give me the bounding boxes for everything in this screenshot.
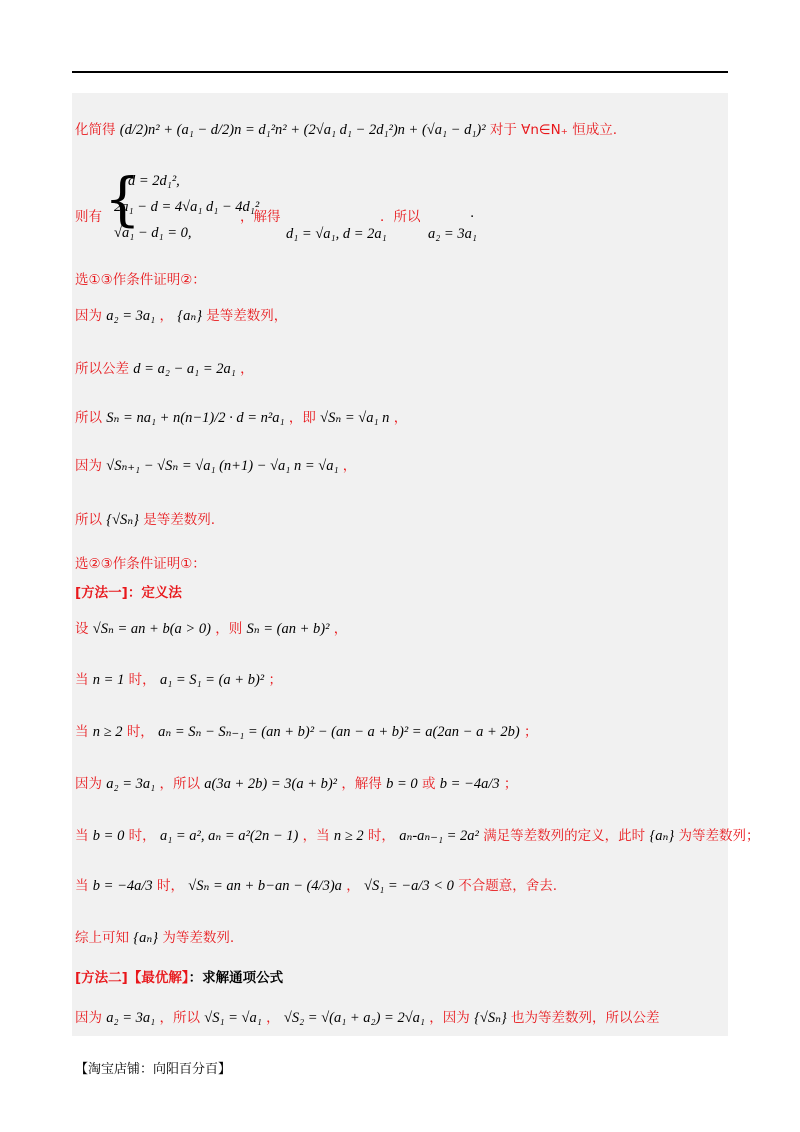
eq: {aₙ} — [177, 308, 202, 324]
text-period: . — [470, 205, 475, 221]
text: ，则 — [215, 621, 243, 637]
eq: a₂ = 3a₁ — [106, 308, 156, 324]
text: ，因为 — [429, 1010, 470, 1026]
eq: a(3a + 2b) = 3(a + b)² — [204, 776, 338, 792]
text: 为等差数列； — [678, 828, 760, 844]
text-therefore: ．所以 — [380, 209, 421, 225]
line-simplify — [75, 118, 617, 139]
line-sn — [75, 406, 407, 427]
text: 满足等差数列的定义，此时 — [483, 828, 646, 844]
eq-a2: a₂ = 3a₁ — [428, 226, 477, 242]
eq: Sₙ = na₁ + n(n−1)/2 · d = n²a₁ — [106, 410, 285, 426]
text: ； — [503, 776, 518, 792]
line-n-eq-1 — [75, 668, 282, 689]
text: 所以 — [75, 410, 102, 426]
text: ， — [393, 410, 408, 426]
text: 因为 — [75, 308, 102, 324]
text: ， — [240, 361, 254, 377]
text: 时， — [367, 828, 395, 844]
eq: d = a₂ − a₁ = 2a₁ — [133, 361, 236, 377]
heading-choose-23: 选②③作条件证明①： — [75, 556, 206, 572]
method-2-label: [方法二]【最优解】 — [75, 970, 189, 986]
text: ，解得 — [341, 776, 382, 792]
line-because-1 — [75, 304, 287, 325]
text: 当 — [75, 828, 89, 844]
text: 设 — [75, 621, 89, 637]
line-b-neg — [75, 874, 557, 895]
text: ， — [342, 458, 357, 474]
text: 时， — [126, 724, 154, 740]
eq: {√Sₙ} — [106, 512, 139, 528]
text: 因为 — [75, 776, 102, 792]
eq: a₂ = 3a₁ — [106, 1010, 156, 1026]
text: 综上可知 — [75, 930, 129, 946]
eq: n ≥ 2 — [92, 724, 123, 740]
text: ， — [346, 878, 360, 894]
line-difference — [75, 454, 356, 475]
eq: Sₙ = (an + b)² — [246, 621, 330, 637]
text: 是等差数列. — [143, 512, 216, 528]
text: 不合题意，舍去. — [458, 878, 557, 894]
eq: √Sₙ = an + b(a > 0) — [92, 621, 211, 637]
eq: √S₁ = √a₁ — [204, 1010, 262, 1026]
text: ， — [159, 308, 173, 324]
header-rule — [72, 71, 728, 73]
text: 因为 — [75, 458, 102, 474]
line-method-2-start — [75, 1006, 660, 1027]
heading-choose-13: 选①③作条件证明②： — [75, 272, 206, 288]
text: ； — [268, 672, 282, 688]
text: 时， — [128, 672, 156, 688]
text: ，所以 — [159, 1010, 200, 1026]
eq: n ≥ 2 — [333, 828, 364, 844]
line-common-diff — [75, 357, 254, 378]
footer-shop: 【淘宝店铺：向阳百分百】 — [75, 1062, 232, 1077]
text: ，当 — [302, 828, 330, 844]
eq-solution: d₁ = √a₁, d = 2a₁ — [286, 226, 387, 242]
eq: √Sₙ = an + b−an − (4/3)a — [188, 878, 342, 894]
line-assume — [75, 617, 347, 638]
text: 时， — [156, 878, 184, 894]
eq-simplify: (d/2)n² + (a₁ − d/2)n = d₁²n² + (2√a₁ d₁ − 2d₁²)n + (√a₁ − d₁)² — [119, 122, 486, 138]
system-eq-3: √a₁ − d₁ = 0, — [114, 225, 192, 241]
heading-method-1: [方法一]：定义法 — [75, 585, 182, 601]
eq: {aₙ} — [649, 828, 675, 844]
text: 是等差数列， — [206, 308, 288, 324]
eq: b = 0 — [386, 776, 418, 792]
text: ； — [524, 724, 538, 740]
text: ，所以 — [159, 776, 200, 792]
text: 时， — [128, 828, 156, 844]
method-2-title: ：求解通项公式 — [188, 970, 284, 986]
eq: √Sₙ = √a₁ n — [320, 410, 390, 426]
line-n-ge-2 — [75, 720, 538, 741]
eq: a₁ = S₁ = (a + b)² — [159, 672, 265, 688]
text-then-have: 则有 — [75, 209, 102, 225]
eq: a₂ = 3a₁ — [106, 776, 156, 792]
system-eq-2: 2a₁ − d = 4√a₁ d₁ − 4d₁² — [114, 199, 260, 215]
heading-method-2 — [75, 966, 283, 986]
eq: n = 1 — [92, 672, 125, 688]
eq: b = −4a/3 — [92, 878, 153, 894]
eq: b = 0 — [92, 828, 125, 844]
line-summary — [75, 926, 234, 947]
text: 当 — [75, 672, 89, 688]
text: 因为 — [75, 1010, 102, 1026]
system-eq-1: d = 2d₁², — [128, 173, 180, 189]
eq: {aₙ} — [133, 930, 159, 946]
eq: {√Sₙ} — [474, 1010, 507, 1026]
text: 当 — [75, 724, 89, 740]
text-forall: 对于 ∀n∈N₊ 恒成立. — [489, 122, 617, 138]
eq: b = −4a/3 — [439, 776, 500, 792]
text: 为等差数列. — [162, 930, 235, 946]
text: 所以公差 — [75, 361, 129, 377]
text: 所以 — [75, 512, 102, 528]
brace-symbol: { — [104, 165, 141, 233]
text: ， — [333, 621, 348, 637]
line-solve-b — [75, 772, 517, 793]
eq: a₁ = a², aₙ = a²(2n − 1) — [159, 828, 299, 844]
line-conclusion-1 — [75, 508, 215, 529]
text: ，即 — [288, 410, 316, 426]
eq: √Sₙ₊₁ − √Sₙ = √a₁ (n+1) − √a₁ n = √a₁ — [106, 458, 339, 474]
eq: aₙ-aₙ₋₁ = 2a² — [399, 828, 479, 844]
text: 当 — [75, 878, 89, 894]
text-simplify: 化简得 — [75, 122, 116, 138]
text: ， — [266, 1010, 280, 1026]
text-solve: ，解得 — [240, 209, 281, 225]
eq: √S₂ = √(a₁ + a₂) = 2√a₁ — [283, 1010, 425, 1026]
line-b-zero — [75, 824, 760, 845]
eq: aₙ = Sₙ − Sₙ₋₁ = (an + b)² − (an − a + b)² = a(2an − a + 2b) — [158, 724, 520, 740]
text: 或 — [421, 776, 436, 792]
text: 也为等差数列，所以公差 — [511, 1010, 660, 1026]
eq: √S₁ = −a/3 < 0 — [364, 878, 454, 894]
